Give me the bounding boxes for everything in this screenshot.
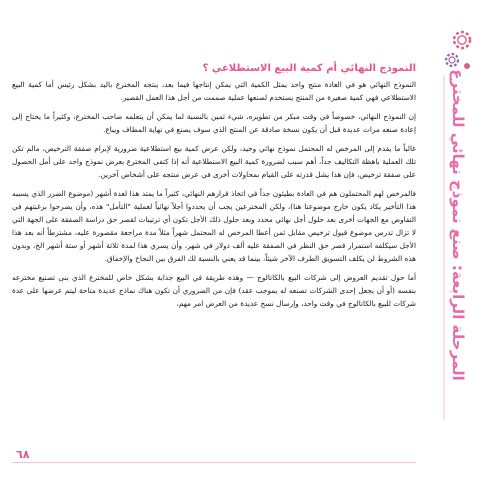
right-margin-decoration bbox=[438, 0, 480, 480]
paragraph: النموذج النهائي هو في العادة منتج واحد يمثل الكمية التي يمكن إنتاجها فيما بعد، ينتجه المخترع باليد بشكل رئيس أما كمية البيع الاستطلاعي فهي كمية صغيرة من المنتج يستخدم لصنعها عملية صممت من أجل هذا العمل القصير. bbox=[12, 80, 416, 102]
main-text bbox=[12, 62, 416, 316]
gear-icon bbox=[446, 54, 458, 66]
paragraph: إن النموذج النهائي، خصوصاً في وقت مبكر من تطويره، شيء ثمين بالنسبة لما يمكن أن يتعلمه صاحب المخترع، وكثيراً ما يحتاج إلى إعادة صنعه مرات عديدة قبل أن يكون نسخة صادقة عن المنتج الذي سوف يصنع في نهاية المطاف ويباع. bbox=[12, 112, 416, 134]
footer-rule bbox=[12, 462, 416, 463]
paragraph: فالمرخص لهم المحتملون هم في العادة بطيئون جداً في اتخاذ قرارهم النهائي، كثيراً ما يمتد هذا لعدة أشهر (موضوع الضرر الذي يسببه هذا التأخير يكاد يكون خارج موضوعنا هنا)، ولكن المخترعين يجب أن يحددوا أجلاً نهائياً لعملية "التأمل" هذه، وأن يصرحوا برغبتهم في التفاوض مع الجهات أخرى بعد حلول أجل نهائي محدد وبعد حلول ذلك الأجل تكون أي ترتيبات لقصر حق دراسة الصفقة على الجهة التي لا تزال تدرس موضوع قبول ترخيص مقابل ثمن أعطا المرخص له المحتمل شهراً مثلاً مدة مراجعة مقصورة عليه، مشترطاً أنه بعد هذا الأجل سيكلفه استمرار قصر حق النظر في الصفقة عليه ألف دولار في شهر، وأن يسري هذا لمدة ثلاثة أشهر أو ستة أشهر الخ، وبدون هذه الشروط لن يكلف التسويق الطرف الآخر شيئاً، بينما قد يعني بالنسبة لك الفرق بين النجاح والإخفاق. bbox=[12, 189, 416, 263]
side-chapter-title bbox=[438, 70, 478, 380]
paragraph: غالباً ما يقدم إلى المرخص له المحتمل نموذج نهائي وحيد، ولكن عرض كمية بيع استطلاعية ضرورية لإبرام صفقة الترخيص، مالم تكن تلك العملية باهظة التكاليف جداً، أهم سبب لضرورة كمية البيع الاستطلاعية أنه إذا كتفى المخترع بعرض نموذج واحد على أمل الحصول على صفقة ترخيص، فإن هذا يشل قدرته على القيام بمحاولات أخرى في عرض منتجه على أشخاص آخرين. bbox=[12, 144, 416, 179]
section-heading: النموذج النهائي أم كمية البيع الاستطلاعي ؟ bbox=[202, 63, 416, 74]
dot-icon bbox=[464, 63, 470, 69]
side-title-text: المرحلة الرابعة: صنع نموذج نهائي للمخترع bbox=[449, 69, 468, 381]
paragraph: أما حول تقديم العروض إلى شركات البيع بالكاتالوج — وهذه طريقة في البيع جذابة بشكل خاص للمخترع الذي بنى تصنيع مخترعه بنفسه (أو أن يجعل إحدى الشركات تصنعه له بموجب عقد) فإن من الضروري أن تكون هناك نماذج عديدة متاحة ليتم عرضها على عدة شركات للبيع بالكاتالوج في وقت واحد، وإرسال نسخ عديدة من العرض امر مهم، bbox=[12, 273, 416, 308]
gear-icon bbox=[454, 32, 470, 48]
page-number: ٦٨ bbox=[16, 448, 30, 461]
